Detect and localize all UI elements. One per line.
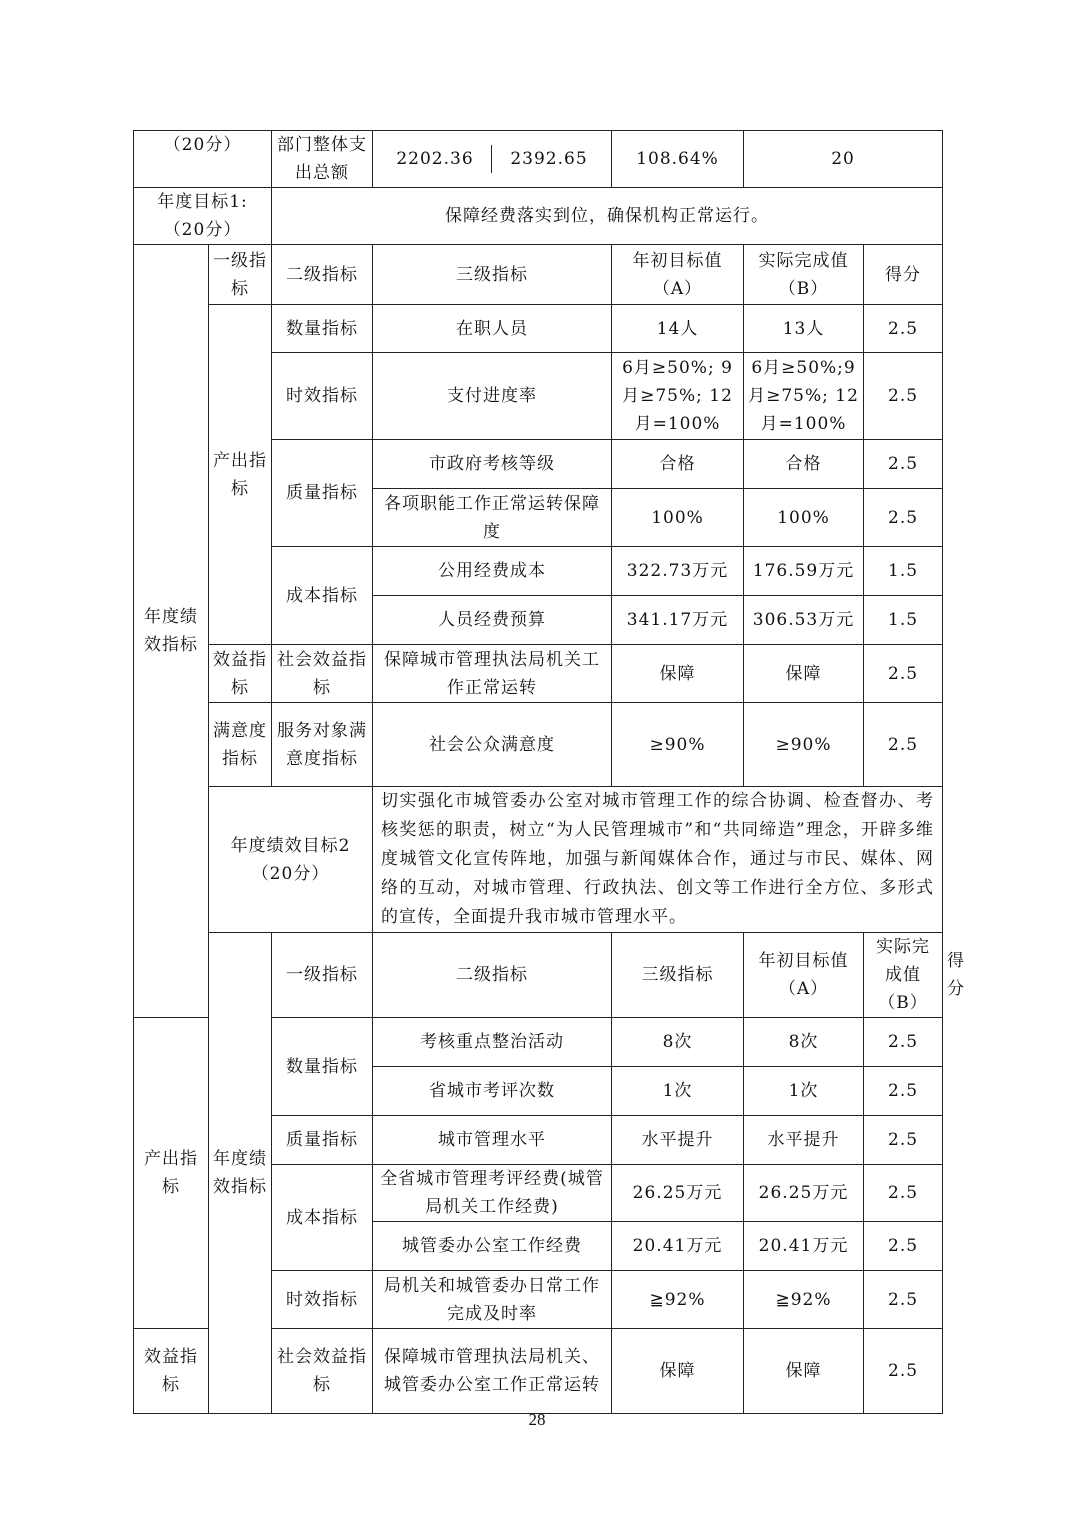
table-row: 各项职能工作正常运转保障度 bbox=[373, 489, 612, 547]
s2-benefit: 效益指标 bbox=[134, 1329, 209, 1414]
goal2-text: 切实强化市城管委办公室对城市管理工作的综合协调、检查督办、考核奖惩的职责，树立“为人民管理城市”和“共同缔造”理念，开辟多维度城管文化宣传阵地，加强与新闻媒体合作，通过与市民、媒体、网络的互动，对城市管理、行政执法、创文等工作进行全方位、多形式的宣传，全面提升我市城市管理水平。 bbox=[373, 787, 943, 933]
table-row: 在职人员 bbox=[373, 305, 612, 353]
target-value: 322.73万元 bbox=[612, 547, 744, 596]
table-row: 城管委办公室工作经费 bbox=[373, 1222, 612, 1271]
actual-value: 176.59万元 bbox=[744, 547, 864, 596]
table-row: 保障城市管理执法局机关、城管委办公室工作正常运转 bbox=[373, 1329, 612, 1414]
score-value: 2.5 bbox=[864, 1329, 943, 1414]
target-value: 20.41万元 bbox=[612, 1222, 744, 1271]
header-score: 得分 bbox=[864, 245, 943, 305]
actual-value: ≥90% bbox=[744, 703, 864, 787]
s1-service: 服务对象满意度指标 bbox=[272, 703, 373, 787]
header-level2: 二级指标 bbox=[272, 245, 373, 305]
table-row: 全省城市管理考评经费(城管局机关工作经费) bbox=[373, 1165, 612, 1222]
table-row: 社会公众满意度 bbox=[373, 703, 612, 787]
target-value: 8次 bbox=[612, 1018, 744, 1067]
actual-value: 保障 bbox=[744, 1329, 864, 1414]
table-row: 公用经费成本 bbox=[373, 547, 612, 596]
actual-value: 20.41万元 bbox=[744, 1222, 864, 1271]
target-value: 100% bbox=[612, 489, 744, 547]
target-value: 6月≥50%; 9月≥75%; 12月=100% bbox=[612, 353, 744, 440]
s2-output: 产出指标 bbox=[134, 1018, 209, 1329]
score-value: 2.5 bbox=[864, 1271, 943, 1329]
top-value-1 bbox=[373, 131, 612, 188]
section2-label: 年度绩效指标 bbox=[209, 933, 272, 1414]
top-label: （20分） bbox=[134, 131, 272, 188]
score-value: 2.5 bbox=[864, 1116, 943, 1165]
header-level1: 一级指标 bbox=[272, 933, 373, 1018]
table-row: 局机关和城管委办日常工作完成及时率 bbox=[373, 1271, 612, 1329]
section1-label: 年度绩效指标 bbox=[134, 245, 209, 1018]
table-row: 市政府考核等级 bbox=[373, 440, 612, 489]
score-value: 1.5 bbox=[864, 596, 943, 645]
goal1-label: 年度目标1:（20分） bbox=[134, 188, 272, 245]
top-rate: 108.64% bbox=[612, 131, 744, 188]
s1-benefit: 效益指标 bbox=[209, 645, 272, 703]
actual-value: 100% bbox=[744, 489, 864, 547]
actual-value: 26.25万元 bbox=[744, 1165, 864, 1222]
header-target: 年初目标值（A） bbox=[612, 245, 744, 305]
target-value: 保障 bbox=[612, 645, 744, 703]
s2-social: 社会效益指标 bbox=[272, 1329, 373, 1414]
score-value: 2.5 bbox=[864, 440, 943, 489]
goal2-label: 年度绩效目标2（20分） bbox=[209, 787, 373, 933]
target-value: 26.25万元 bbox=[612, 1165, 744, 1222]
header-level3: 三级指标 bbox=[373, 245, 612, 305]
goal1-text: 保障经费落实到位，确保机构正常运行。 bbox=[272, 188, 943, 245]
s1-social: 社会效益指标 bbox=[272, 645, 373, 703]
s1-timeliness: 时效指标 bbox=[272, 353, 373, 440]
score-value: 2.5 bbox=[864, 1222, 943, 1271]
score-value: 2.5 bbox=[864, 489, 943, 547]
target-value: 14人 bbox=[612, 305, 744, 353]
target-value: 水平提升 bbox=[612, 1116, 744, 1165]
target-value: ≧92% bbox=[612, 1271, 744, 1329]
header-target: 年初目标值（A） bbox=[744, 933, 864, 1018]
score-value: 2.5 bbox=[864, 645, 943, 703]
score-value: 2.5 bbox=[864, 703, 943, 787]
performance-table: （20分） 部门整体支出总额 2202.36 2392.65 108.64% 20 年度目标1:（20分） 保障经费落实到位，确保机构正常运行。 年度绩效指标 一级指标 二级指标 三级指标 年初目标值（A） 实际完成值（B） 得分 产出指标 数量指标 在职人员 14人 13人 2.5 时效指标 支付进度率 6月≥50%; 9月≥75%; 12月=100% 6月≥50%;9月≥75%; 12月=100% 2.5 质量指标 市政府考核等级 合格 合格 2.5 各项职能工作正常运转保障度 100% 100% 2.5 成本指标 公用经费成本 322.73万元 176.59万元 1.5 人员经费预算 341.17万元 306.53万元 1.5 效益指标 社会效益指标 保障城市管理执法局机关工作正常运转 保障 保障 2.5 满意度指标 服务对象满意度指标 社会公众满意度 ≥90% ≥90% 2.5 年度绩效目标2（20分） 切实强化市城管委办公室对城市管理工作的综合协调、检查督办、考核奖惩的职责，树立“为人民管理城市”和“共同缔造”理念，开辟多维度城管文化宣传阵地，加强与新闻媒体合作，通过与市民、媒体、网络的互动，对城市管理、行政执法、创文等工作进行全方位、多形式的宣传，全面提升我市城市管理水平。 年度绩效指标 一级指标 二级指标 三级指标 年初目标值（A） 实际完成值（B） 得分 产出指标 数量指标 考核重点整治活动 8次 8次 2.5 省城市考评次数 1次 1次 2.5 质量指标 城市管理水平 水平提升 水平提升 2.5 成本指标 全省城市管理考评经费(城管局机关工作经费) 26.25万元 26.25万元 2.5 城管委办公室工作经费 20.41万元 20.41万元 2.5 时效指标 局机关和城管委办日常工作完成及时率 ≧92% ≧92% 2.5 效益指标 社会效益指标 保障城市管理执法局机关、城管委办公室工作正常运转 保障 保障 2.5 bbox=[133, 130, 943, 1414]
top-v2: 2392.65 bbox=[491, 145, 607, 173]
actual-value: 306.53万元 bbox=[744, 596, 864, 645]
actual-value: 1次 bbox=[744, 1067, 864, 1116]
actual-value: 水平提升 bbox=[744, 1116, 864, 1165]
actual-value: 13人 bbox=[744, 305, 864, 353]
actual-value: ≧92% bbox=[744, 1271, 864, 1329]
score-value: 2.5 bbox=[864, 1018, 943, 1067]
top-metric: 部门整体支出总额 bbox=[272, 131, 373, 188]
top-score: 20 bbox=[744, 131, 943, 188]
s2-quality: 质量指标 bbox=[272, 1116, 373, 1165]
target-value: 341.17万元 bbox=[612, 596, 744, 645]
score-value: 2.5 bbox=[864, 1067, 943, 1116]
target-value: 合格 bbox=[612, 440, 744, 489]
table-row: 省城市考评次数 bbox=[373, 1067, 612, 1116]
s2-quantity: 数量指标 bbox=[272, 1018, 373, 1116]
s1-satisfaction: 满意度指标 bbox=[209, 703, 272, 787]
header-level2: 二级指标 bbox=[373, 933, 612, 1018]
score-value: 2.5 bbox=[864, 305, 943, 353]
table-row: 人员经费预算 bbox=[373, 596, 612, 645]
actual-value: 合格 bbox=[744, 440, 864, 489]
table-row: 城市管理水平 bbox=[373, 1116, 612, 1165]
target-value: 保障 bbox=[612, 1329, 744, 1414]
target-value: 1次 bbox=[612, 1067, 744, 1116]
actual-value: 保障 bbox=[744, 645, 864, 703]
actual-value: 8次 bbox=[744, 1018, 864, 1067]
s2-cost: 成本指标 bbox=[272, 1165, 373, 1271]
s1-output: 产出指标 bbox=[209, 305, 272, 645]
s1-quantity: 数量指标 bbox=[272, 305, 373, 353]
header-level3: 三级指标 bbox=[612, 933, 744, 1018]
score-value: 2.5 bbox=[864, 1165, 943, 1222]
page-number: 28 bbox=[528, 1410, 546, 1429]
table-row: 保障城市管理执法局机关工作正常运转 bbox=[373, 645, 612, 703]
s2-timeliness: 时效指标 bbox=[272, 1271, 373, 1329]
actual-value: 6月≥50%;9月≥75%; 12月=100% bbox=[744, 353, 864, 440]
header-level1: 一级指标 bbox=[209, 245, 272, 305]
top-v1: 2202.36 bbox=[396, 149, 474, 169]
score-value: 1.5 bbox=[864, 547, 943, 596]
table-row: 支付进度率 bbox=[373, 353, 612, 440]
score-value: 2.5 bbox=[864, 353, 943, 440]
header-actual: 实际完成值（B） bbox=[744, 245, 864, 305]
target-value: ≥90% bbox=[612, 703, 744, 787]
s1-quality: 质量指标 bbox=[272, 440, 373, 547]
s1-cost: 成本指标 bbox=[272, 547, 373, 645]
header-actual: 实际完成值（B） bbox=[864, 933, 943, 1018]
table-row: 考核重点整治活动 bbox=[373, 1018, 612, 1067]
